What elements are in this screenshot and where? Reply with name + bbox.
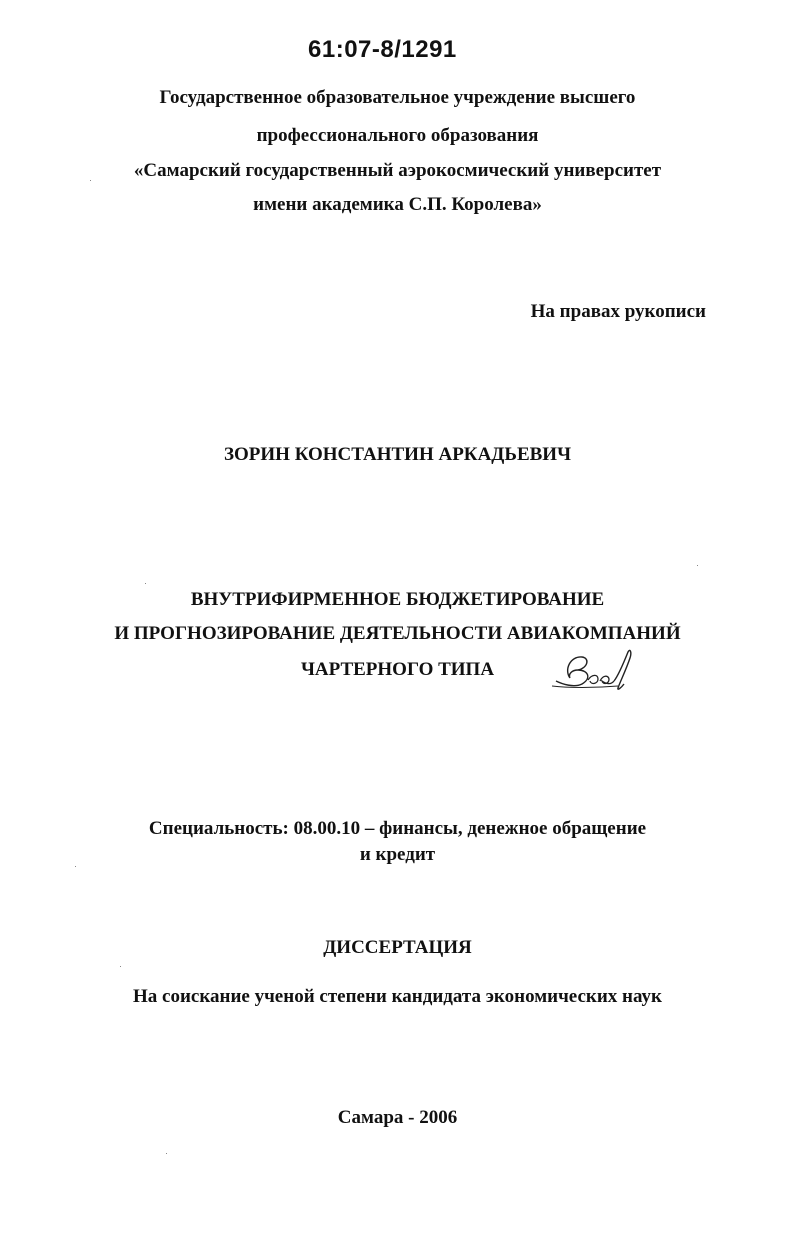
stamp-number: 61:07-8/1291 (308, 36, 457, 63)
scan-speck (166, 1153, 167, 1154)
scan-speck (120, 966, 121, 967)
handwritten-signature (548, 648, 634, 696)
specialty-line-2: и кредит (359, 844, 436, 865)
author-name: ЗОРИН КОНСТАНТИН АРКАДЬЕВИЧ (223, 444, 572, 465)
title-line-3: ЧАРТЕРНОГО ТИПА (300, 659, 495, 680)
specialty-line-1: Специальность: 08.00.10 – финансы, денежное обращение (148, 818, 647, 839)
institution-line-4: имени академика С.П. Королева» (253, 194, 542, 215)
title-line-2: И ПРОГНОЗИРОВАНИЕ ДЕЯТЕЛЬНОСТИ АВИАКОМПАНИЙ (114, 623, 681, 644)
scan-speck (90, 180, 91, 181)
degree-statement: На соискание ученой степени кандидата экономических наук (133, 986, 662, 1007)
place-year: Самара - 2006 (337, 1107, 458, 1128)
scan-speck (697, 565, 698, 566)
institution-line-1: Государственное образовательное учреждение высшего (159, 87, 636, 108)
title-line-1: ВНУТРИФИРМЕННОЕ БЮДЖЕТИРОВАНИЕ (190, 589, 605, 610)
institution-line-3: «Самарский государственный аэрокосмический университет (133, 160, 662, 181)
scan-speck (145, 583, 146, 584)
scan-speck (75, 866, 76, 867)
institution-line-2: профессионального образования (256, 125, 539, 146)
document-type: ДИССЕРТАЦИЯ (323, 937, 472, 958)
manuscript-rights: На правах рукописи (530, 301, 706, 322)
